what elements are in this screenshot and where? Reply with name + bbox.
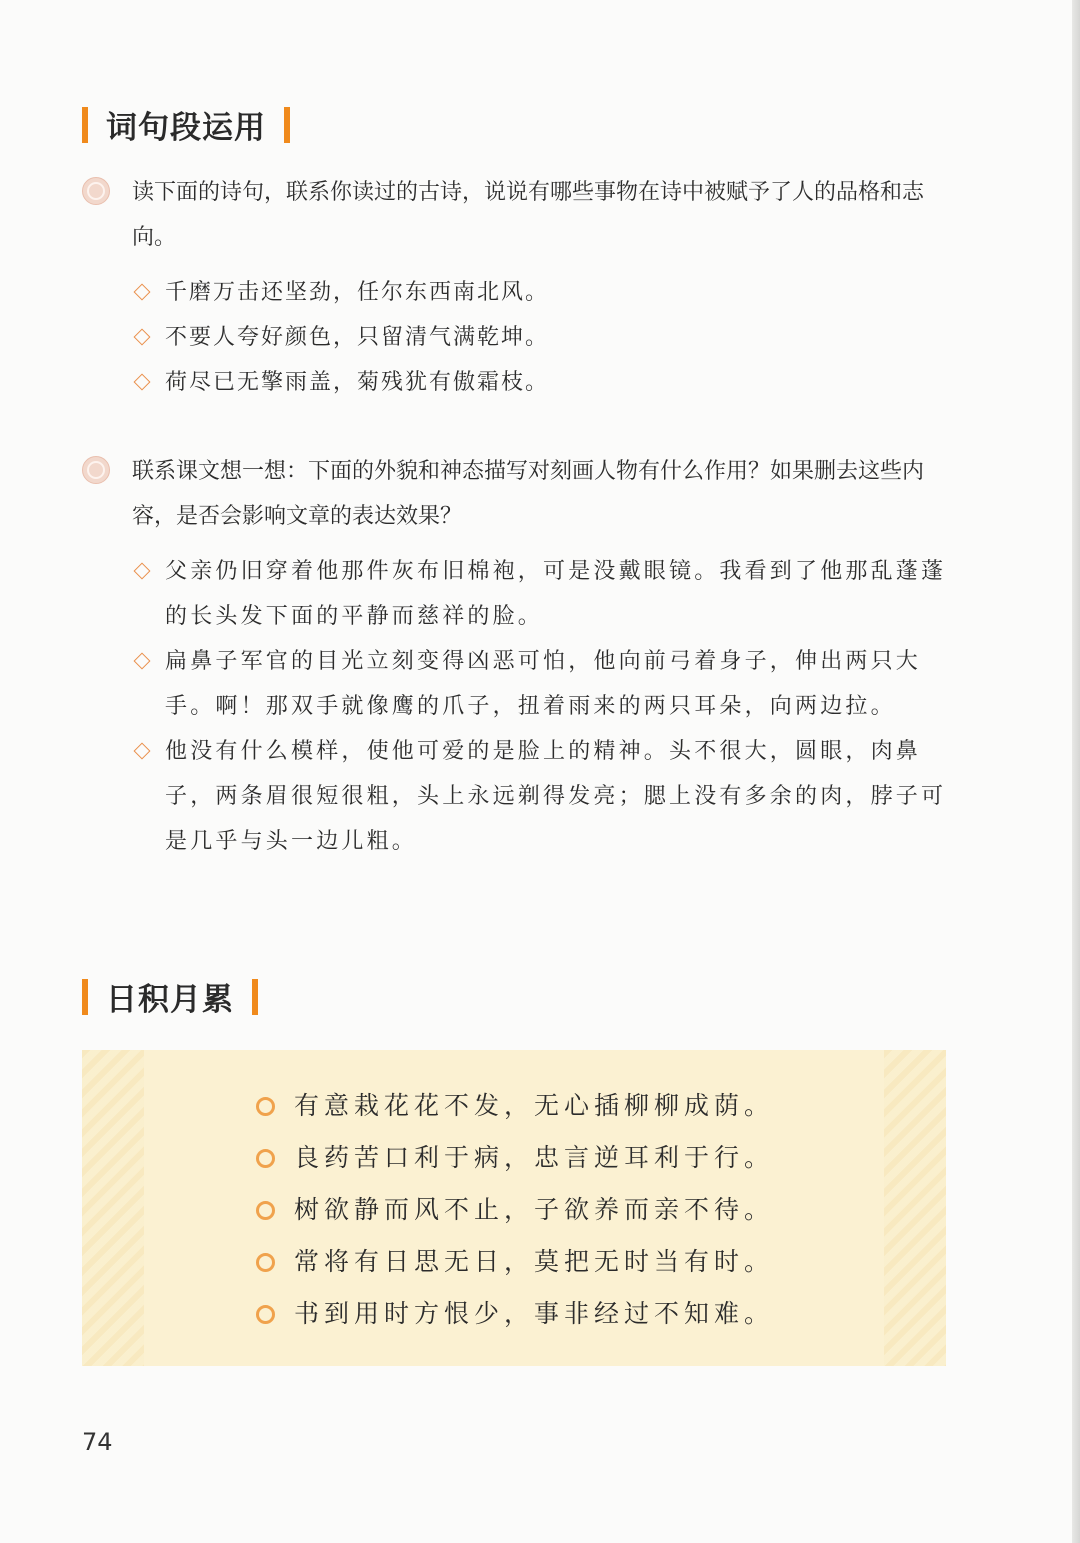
section-title: 日积月累 [106,982,234,1018]
excerpt-item: 他没有什么模样，使他可爱的是脸上的精神。头不很大，圆眼，肉鼻子，两条眉很短很粗，头上永远剃得发亮；腮上没有多余的肉，脖子可是几乎与头一边儿粗。 [132,729,948,864]
diamond-bullet-icon [134,563,151,580]
ring-bullet-icon [256,1201,275,1220]
section-heading-daily-accumulation [82,974,258,1019]
saying-item: 良药苦口利于病，忠言逆耳利于行。 [256,1132,774,1184]
ring-bullet-icon [256,1097,275,1116]
section-title: 词句段运用 [106,110,266,146]
section-heading-word-usage [82,102,290,147]
question-text: 联系课文想一想：下面的外貌和神态描写对刻画人物有什么作用？如果删去这些内容，是否会影响文章的表达效果？ [132,459,925,529]
poem-line: 荷尽已无擎雨盖，菊残犹有傲霜枝。 [132,360,948,405]
saying-item: 树欲静而风不止，子欲养而亲不待。 [256,1184,774,1236]
panel-pattern-left [82,1050,144,1366]
excerpt-item: 扁鼻子军官的目光立刻变得凶恶可怕，他向前弓着身子，伸出两只大手。啊！那双手就像鹰的爪子，扭着雨来的两只耳朵，向两边拉。 [132,639,948,729]
question-medal-icon [82,456,110,484]
saying-item: 书到用时方恨少，事非经过不知难。 [256,1288,774,1340]
heading-bar-left [82,979,88,1015]
question-2 [82,449,948,539]
page-edge [1072,0,1080,1543]
question-1 [82,170,948,260]
panel-pattern-right [884,1050,946,1366]
heading-bar-right [252,979,258,1015]
poem-line: 不要人夸好颜色，只留清气满乾坤。 [132,315,948,360]
diamond-bullet-icon [134,653,151,670]
ring-bullet-icon [256,1253,275,1272]
heading-bar-right [284,107,290,143]
question-medal-icon [82,177,110,205]
diamond-bullet-icon [134,329,151,346]
diamond-bullet-icon [134,743,151,760]
excerpt-item: 父亲仍旧穿着他那件灰布旧棉袍，可是没戴眼镜。我看到了他那乱蓬蓬的长头发下面的平静而慈祥的脸。 [132,549,948,639]
saying-item: 常将有日思无日，莫把无时当有时。 [256,1236,774,1288]
excerpt-list [132,549,948,864]
sayings-list [256,1080,774,1340]
poem-line: 千磨万击还坚劲，任尔东西南北风。 [132,270,948,315]
ring-bullet-icon [256,1149,275,1168]
heading-bar-left [82,107,88,143]
ring-bullet-icon [256,1305,275,1324]
poem-line-list [132,270,948,405]
diamond-bullet-icon [134,374,151,391]
diamond-bullet-icon [134,284,151,301]
saying-item: 有意栽花花不发，无心插柳柳成荫。 [256,1080,774,1132]
page-number: 74 [82,1428,113,1456]
question-text: 读下面的诗句，联系你读过的古诗，说说有哪些事物在诗中被赋予了人的品格和志向。 [132,180,925,250]
